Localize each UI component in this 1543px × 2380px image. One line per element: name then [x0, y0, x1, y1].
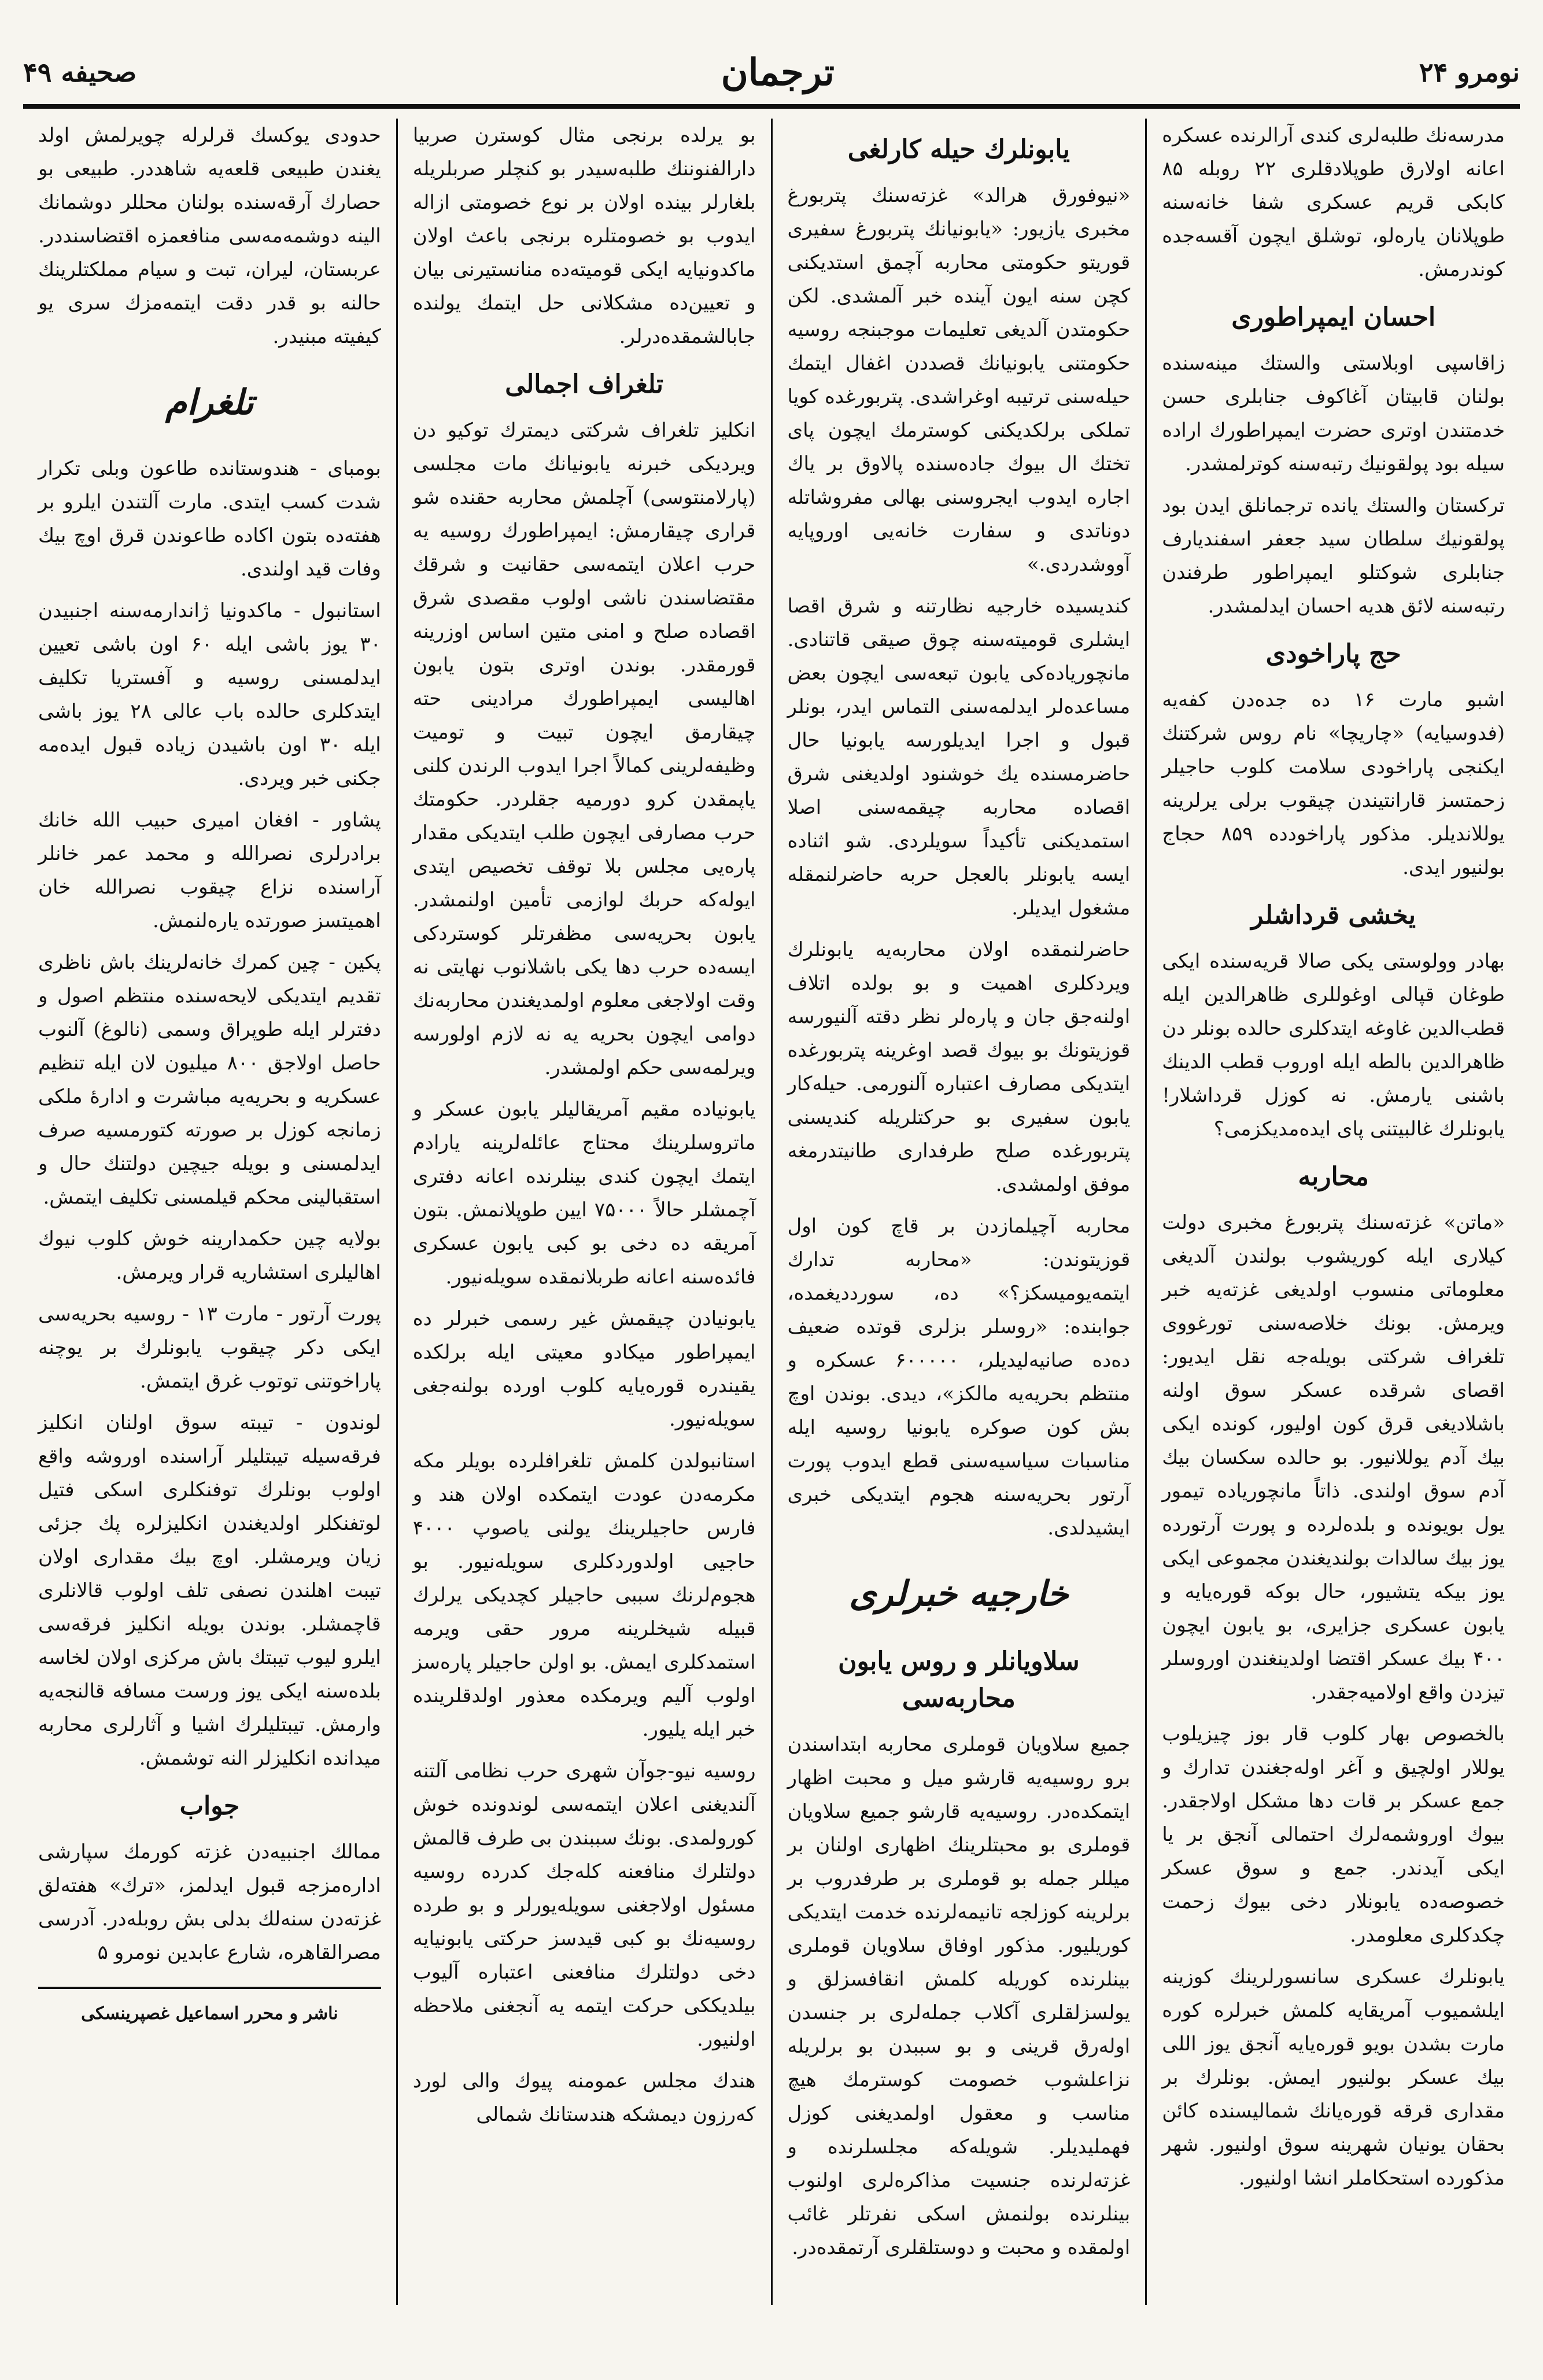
paragraph: بولايه چين حكمدارينه خوش كلوب نيوك اهاليلرى استشاريه قرار ويرمش. [38, 1227, 381, 1284]
publisher-line: ناشر و محرر اسماعيل غصپرينسكى [38, 1987, 381, 2031]
section-heading: احسان ايمپراطورى [1231, 302, 1436, 332]
section-heading-large: خارجيه خبرلرى [849, 1574, 1069, 1614]
paragraph: استانبول - ماكدونيا ژاندارمه‌سنه اجنبيدن ۳۰ يوز باشى ايله ۶۰ اون باشى تعيين ايدلمسنى روسيه و آفستريا تكليف ايتدكلرى حالده باب عالى ۲۸ يوز باشى ايله ۳۰ اون باشيدن زياده قبول ايده‌مه جكنى خبر ويردى. [38, 599, 381, 790]
paragraph: حاضرلنمقده اولان محاربه‌يه يابونلرك ويردكلرى اهميت و بو بولده اتلاف اولنه‌جق جان و پارەلر نظر دقته آلنيورسه قوزيتونك بو بيوك قصد اوغرينه پتربورغده ايتديكى مصارف اعتباره آلنورمى. حيله‌كار يابون سفيرى بو حركتلريله كنديسنى پتربورغده صلح طرفدارى طانيتدرمغه موفق اولمشدى. [787, 938, 1131, 1196]
paragraph: ممالك اجنبيه‌دن غزته كورمك سپارشى ادارەمزجه قبول ايدلمز، «ترك» هفته‌لق غزته‌دن سنه‌لك بدلى بش روبله‌در. آدرسى مصرالقاهره، شارع عابدين نومرو ۵ [38, 1840, 381, 1964]
paragraph: لوندون - تيبته سوق اولنان انكليز فرقه‌سيله تيبتليلر آراسنده اوروشه واقع اولوب بونلرك توفنكلرى اسكى فتيل لوتفنكلر اولديغندن انكليزلره پك جزئى زيان ويرمشلر. اوچ بيك مقدارى اولان تيبت اهلندن نصفى تلف اولوب قالانلرى قاچمشلر. بوندن بويله انكليز فرقه‌سى ايلرو ليوب تيبتك باش مركزى اولان لخاسه بلده‌سنه ايكى يوز ورست مسافه قالنجه‌يه وارمش. تيبتليلرك اشيا و آثارلرى محاربه ميدانده انكليزلر النه توشمش. [38, 1411, 381, 1770]
paragraph: محاربه آچيلمازدن بر قاچ كون اول قوزيتوندن: «محاربه تدارك ايتمه‌يوميسكز؟» ده، سوردديغمده، جوابنده: «روسلر بزلرى قوتده ضعيف دەده صانيه‌ليديلر، ۶۰۰۰۰۰ عسكره و منتظم بحريه‌يه مالكز»، ديدى. بوندن اوچ بش كون صوكره يابونيا روسيه ايله مناسبات سياسيه‌سنى قطع ايدوب پورت آرتور بحريه‌سنه هجوم ايتديكى خبرى ايشيدلدى. [787, 1215, 1131, 1540]
paragraph: بالخصوص بهار كلوب قار بوز چيزيلوب يوللار اولچيق و آغر اولەجغندن تدارك و جمع عسكر بر قات دها مشكل اولاجقدر. بيوك اوروشمه‌لرك احتمالى آنجق بر يا ايكى آيدندر. جمع و سوق عسكر خصوصه‌ده يابونلار دخى بيوك زحمت چكدكلرى معلومدر. [1162, 1722, 1505, 1947]
masthead-rule [23, 108, 1520, 109]
column-3 [396, 119, 771, 2305]
section-heading: سلاويانلر و روس يابون محاربه‌سى [838, 1647, 1080, 1713]
column-2 [771, 119, 1146, 2305]
issue-number: نومرو ۲۴ [1419, 57, 1520, 88]
section-heading: يابونلرك حيله كارلغى [847, 135, 1070, 164]
section-heading: تلغراف اجمالى [505, 370, 664, 399]
paragraph: اشبو مارت ۱۶ ده جده‌دن كفه‌يه (فدوسيايه) «چاريچا» نام روس شركتنك ايكنجى پاراخودى سلامت كلوب حاجيلر زحمتسز قارانتيندن چيقوب برلى يرلرينه يوللانديلر. مذكور پاراخودده ۸۵۹ حجاج بولنيور ايدى. [1162, 688, 1505, 879]
paragraph: هندك مجلس عمومنه پيوك والى لورد كەرزون ديمشكه هندستانك شمالى [412, 2069, 756, 2126]
paragraph: تركستان والستك يانده ترجمانلق ايدن بود پولقونيك سلطان سيد جعفر اسفنديارف جنابلرى شوكتلو ايمپراطور طرفندن رتبه‌سنه لائق هديه احسان ايدلمشدر. [1162, 494, 1505, 618]
section-heading: حج پاراخودى [1265, 639, 1401, 669]
paragraph: استانبولدن كلمش تلغرافلرده بويلر مكە مكرمەدن عودت ايتمكده اولان هند و فارس حاجيلرينك يولنى ياصوپ ۴۰۰۰ حاجيى اولدوردكلرى سويله‌نيور. بو هجوم‌لرنك سببى حاجيلر كچديكى يرلرك قبيله شيخلرينه مرور حقى ويرمه استمدكلرى ايمش. بو اولن حاجيلر پارەسز اولوب آليم ويرمكده معذور اولدقلرينده خبر ايله يليور. [412, 1449, 756, 1741]
paragraph: «ماتن» غزته‌سنك پتربورغ مخبرى دولت كيلارى ايله كوريشوب بولندن آلديغى معلوماتى منسوب اولديغى غزته‌يه خبر ويرمش. بونك خلاصه‌سنى تورغووى تلغراف شركتى بويله‌جه نقل ايديور: اقصاى شرقده عسكر سوق اولنه باشلاديغى قرق كون اوليور، كونده ايكى بيك آدم يوللانيور. بو حالده سكسان بيك آدم سوق اولندى. ذاتاً مانچورياده تيمور يول بويونده و بلدەلرده و پورت آرتورده يوز بيك سالدات بولنديغندن مجموعى ايكى يوز بيكه يتشيور، حال بوكه قورەيايه و يابون عسكرى جزايرى، بو يابون ايچون ۴۰۰ بيك عسكر اقتضا اولدينغندن اوروسلر تيزدن واقع اولاميه‌جقدر. [1162, 1211, 1505, 1704]
paragraph: «نيوفورق هرالد» غزته‌سنك پتربورغ مخبرى يازيور: «يابونيانك پتربورغ سفيرى قوريتو حكومتى محاربه آچمق استديكنى كچن سنه ايون آينده خبر آلمشدى. لكن حكومتدن آلديغى تعليمات موجبنجه روسيه حكومتنى يابونيانك قصددن اغفال ايتمك حيله‌سنى ترتيبه اوغراشدى. پتربورغده كويا تملكى برلكديكنى كوسترمك ايچون پاى تختك ال بيوك جاده‌سنده پالاوق بر ياك اجاره ايدوب ايجروسنى بهالى مفروشاتله دوناتدى و سفارت خانه‌يى اوروپايه آووشدردى.» [787, 184, 1131, 576]
paragraph: بومباى - هندوستانده طاعون وبلى تكرار شدت كسب ايتدى. مارت آلتندن ايلرو بر هفته‌ده بتون اكاده طاعوندن قرق اوچ بيك وفات قيد اولندى. [38, 457, 381, 581]
paragraph: پورت آرتور - مارت ۱۳ - روسيه بحريه‌سى ايكى دكر چيقوب يابونلرك بر يوچنه پاراخوتنى توتوب غرق ايتمش. [38, 1302, 381, 1393]
paragraph: بو يرلده برنجى مثال كوسترن صربيا دارالفنوننك طلبه‌سيدر بو كنچلر صربلريله بلغارلر بينده اولان بر نوع خصومتى ازاله ايدوب بو خصومتلره برنجى باعث اولان ماكدونيايه ايكى قوميته‌ده منانستيرنى بيان و تعيين‌ده مشكلانى حل ايتمك يولنده جابالشمقده‌درلر. [412, 124, 756, 348]
paragraph: يابونلرك عسكرى سانسورلرينك كوزينه ايلشميوب آمريقايه كلمش خبرلره كوره مارت بشدن بويو قورەيايه آنجق يوز اللى بيك عسكر بولنيور ايمش. بونلرك بر مقدارى قرقه قورەيانك شماليسنده كائن بحقان يونيان شهرينه سوق اولنيور. شهر مذكورده استحكاملر انشا اولنيور. [1162, 1965, 1505, 2190]
paragraph: پشاور - افغان اميرى حبيب الله خانك برادرلرى نصرالله و محمد عمر خانلر آراسنده نزاع چيقوب نصرالله خان اهميتسز صورتده ياره‌لنمش. [38, 809, 381, 932]
section-heading: محاربه [1298, 1162, 1369, 1191]
paragraph: بهادر وولوستى يكى صالا قريه‌سنده ايكى طوغان قپالى اوغوللرى ظاهرالدين ايله قطب‌الدين غاوغه ايتدكلرى حالده بونلر دن ظاهرالدين بالطه ايله اوروب قطب الدينك باشنى يارمش. نه كوزل قرداشلار! يابونلرك غالبيتنى پاى ايده‌مديكزمى؟ [1162, 950, 1505, 1141]
section-heading-large: تلغرام [165, 382, 254, 423]
paragraph: روسيه نيو-جوآن شهرى حرب نظامى آلتنه آلنديغنى اعلان ايتمه‌سى لوندونده خوش كورولمدى. بونك سببندن بى طرف قالمش دولتلرك منافعنه كله‌جك كدرده روسيه مسئول اولاجغنى سويله‌يورلر و بو طرده روسيه‌نك بو كبى قيدسز حركتى يابونيايه دخى دولتلرك منافعنى اعتباره آليوب بيلديككى حركت ايتمه يه آنجغنى ملاحظه اولنيور. [412, 1759, 756, 2051]
paragraph: كنديسيده خارجيه نظارتنه و شرق اقصا ايشلرى قوميته‌سنه چوق صيقى قاتنادى. مانچوريادەكى يابون تبعه‌سى ايچون بعض مساعدەلر ايدلمه‌سنى التماس ايدر، بونلر قبول و اجرا ايديلورسه يابونيا حال حاضرمسنده يك خوشنود اولديغنى شرق اقصاده محاربه چيقمه‌سنى اصلا استمديكنى تأكيداً سويلردى. شو اثناده ايسه يابونلر بالعجل حربه حاضرلنمقله مشغول ايديلر. [787, 595, 1131, 920]
newspaper-title: ترجمان [721, 50, 835, 94]
column-1 [1145, 119, 1520, 2305]
section-heading: جواب [179, 1791, 240, 1821]
columns [23, 119, 1520, 2305]
paragraph: زاقاسپى اوبلاستى والستك مينه‌سنده بولنان قابيتان آغاكوف جنابلرى حسن خدمتندن اوترى حضرت ايمپراطورك اراده سيله بود پولقونيك رتبه‌سنه كوترلمشدر. [1162, 352, 1505, 475]
paragraph: يابونيادن چيقمش غير رسمى خبرلر ده ايمپراطور ميكادو معيتى ايله برلكده يقيندره قورەيايه كلوب اورده بولنه‌جغى سويله‌نيور. [412, 1307, 756, 1431]
paragraph: حدودى يوكسك قرلرله چويرلمش اولد يغندن طبيعى قلعه‌يه شاهددر. طبيعى بو حصارك آرقه‌سنده بولنان محللر دوشمانك الينه دوشمه‌مه‌سى منافعمزه اقتضاسنددر. عربستان، ليران، تبت و سيام مملكتلرينك حالنه بو قدر دقت ايتمه‌مزك سرى يو كيفيته مبنيدر. [38, 124, 381, 348]
masthead [23, 40, 1520, 108]
paragraph: يابونياده مقيم آمريقاليلر يابون عسكر و ماتروسلرينك محتاج عائله‌لرينه يارادم ايتمك ايچون كندى بينلرنده اعانه دفترى آچمشلر حالاً ۷۵۰۰۰ ايين طوپلانمش. بتون آمريقه ده دخى بو كبى يابون عسكرى فائده‌سنه اعانه طربلانمقده سويله‌نيور. [412, 1098, 756, 1289]
paragraph: جميع سلاويان قوملرى محاربه ابتداسندن برو روسيه‌يه قارشو ميل و محبت اظهار ايتمكده‌در. روسيه‌يه قارشو جميع سلاويان قوملرى بو محبتلرينك اظهارى اولنان بر ميللر جمله بو قوملرى بر طرفدروب بر برلرينه كوزلجه تانيمه‌لرنده خدمت ايتديكى كوريليور. مذكور اوفاق سلاويان قوملرى بينلرنده كوريله كلمش انقافسزلق و يولسزلقلرى آكلاب جمله‌لرى بر جنسدن اوله‌رق قرينى و بو سببدن بو برلريله نزاعلشوب خصومت كوسترمك هيچ مناسب و معقول اولمديغنى كوزل فهمليديلر. شويله‌كه مجلسلرنده و غزته‌لرنده جنسيت مذاكره‌لرى اولنوب بينلرنده بولنمش اسكى نفرتلر غائب اولمقده و محبت و دوستلقلرى آرتمقده‌در. [787, 1733, 1131, 2259]
paragraph: مدرسه‌نك طلبه‌لرى كندى آرالرنده عسكره اعانه اولارق طوپلادقلرى ۲۲ روبله ۸۵ كابكى قريم عسكرى شفا خانه‌سنه طوپلانان يارەلو، توشلق ايچون آقسه‌جده كوندرمش. [1162, 124, 1505, 281]
column-4 [23, 119, 396, 2305]
section-heading: يخشى قرداشلر [1251, 901, 1416, 930]
paragraph: انكليز تلغراف شركتى ديمترك توكيو دن ويرديكى خبرنه يابونيانك مات مجلسى (پارلامنتوسى) آچلمش محاربه حقنده شو قرارى چيقارمش: ايمپراطورك روسيه يه حرب اعلان ايتمه‌سى حقانيت و شرقك مقتضاسندن ناشى اولوب مقصدى شرق اقصاده صلح و امنى متين اساس اوزرينه قورمقدر. بوندن اوترى بتون يابون اهاليسى ايمپراطورك مرادينى حته چيقارمق ايچون تبيت و توميت وظيفه‌لرينى كمالاً اجرا ايدوب الرندن كلنى ياپمقدن كرو دورميه جقلردر. حكومتك حرب مصارفى ايچون طلب ايتديكى مقدار پارەيى مجلس بلا توقف تخصيص ايتدى ايوله‌كه حربك لوازمى تأمين اولنمشدر. يابون بحريه‌سى مظفرتلر كوستردكى ايسه‌ده حرب دها يكى باشلانوب نهايتى نه وقت اولاجغى معلوم اولمديغندن محاربه‌نك دوامى ايچون بحريه يه نه لازم اولورسه ويرلمه‌سى حكم اولمشدر. [412, 419, 756, 1079]
paragraph: پكين - چين كمرك خانه‌لرينك باش ناظرى تقديم ايتديكى لايحه‌سنده منتظم اصول و دفترلر ايله طوپراق وسمى (نالوغ) آلنوب حاصل اولاجق ۸۰۰ ميليون لان ايله تنظيم عسكريه و بحريه‌يه مباشرت و ادارهٔ ملكى زمانجه كوزل بر صورته كتورمسيه صرف ايدلمسنى و بويله جيچين دولتنك حال و استقبالينى محكم قيلمسنى تكليف ايتمش. [38, 951, 381, 1209]
page-number: صحيفه ۴۹ [23, 57, 137, 88]
